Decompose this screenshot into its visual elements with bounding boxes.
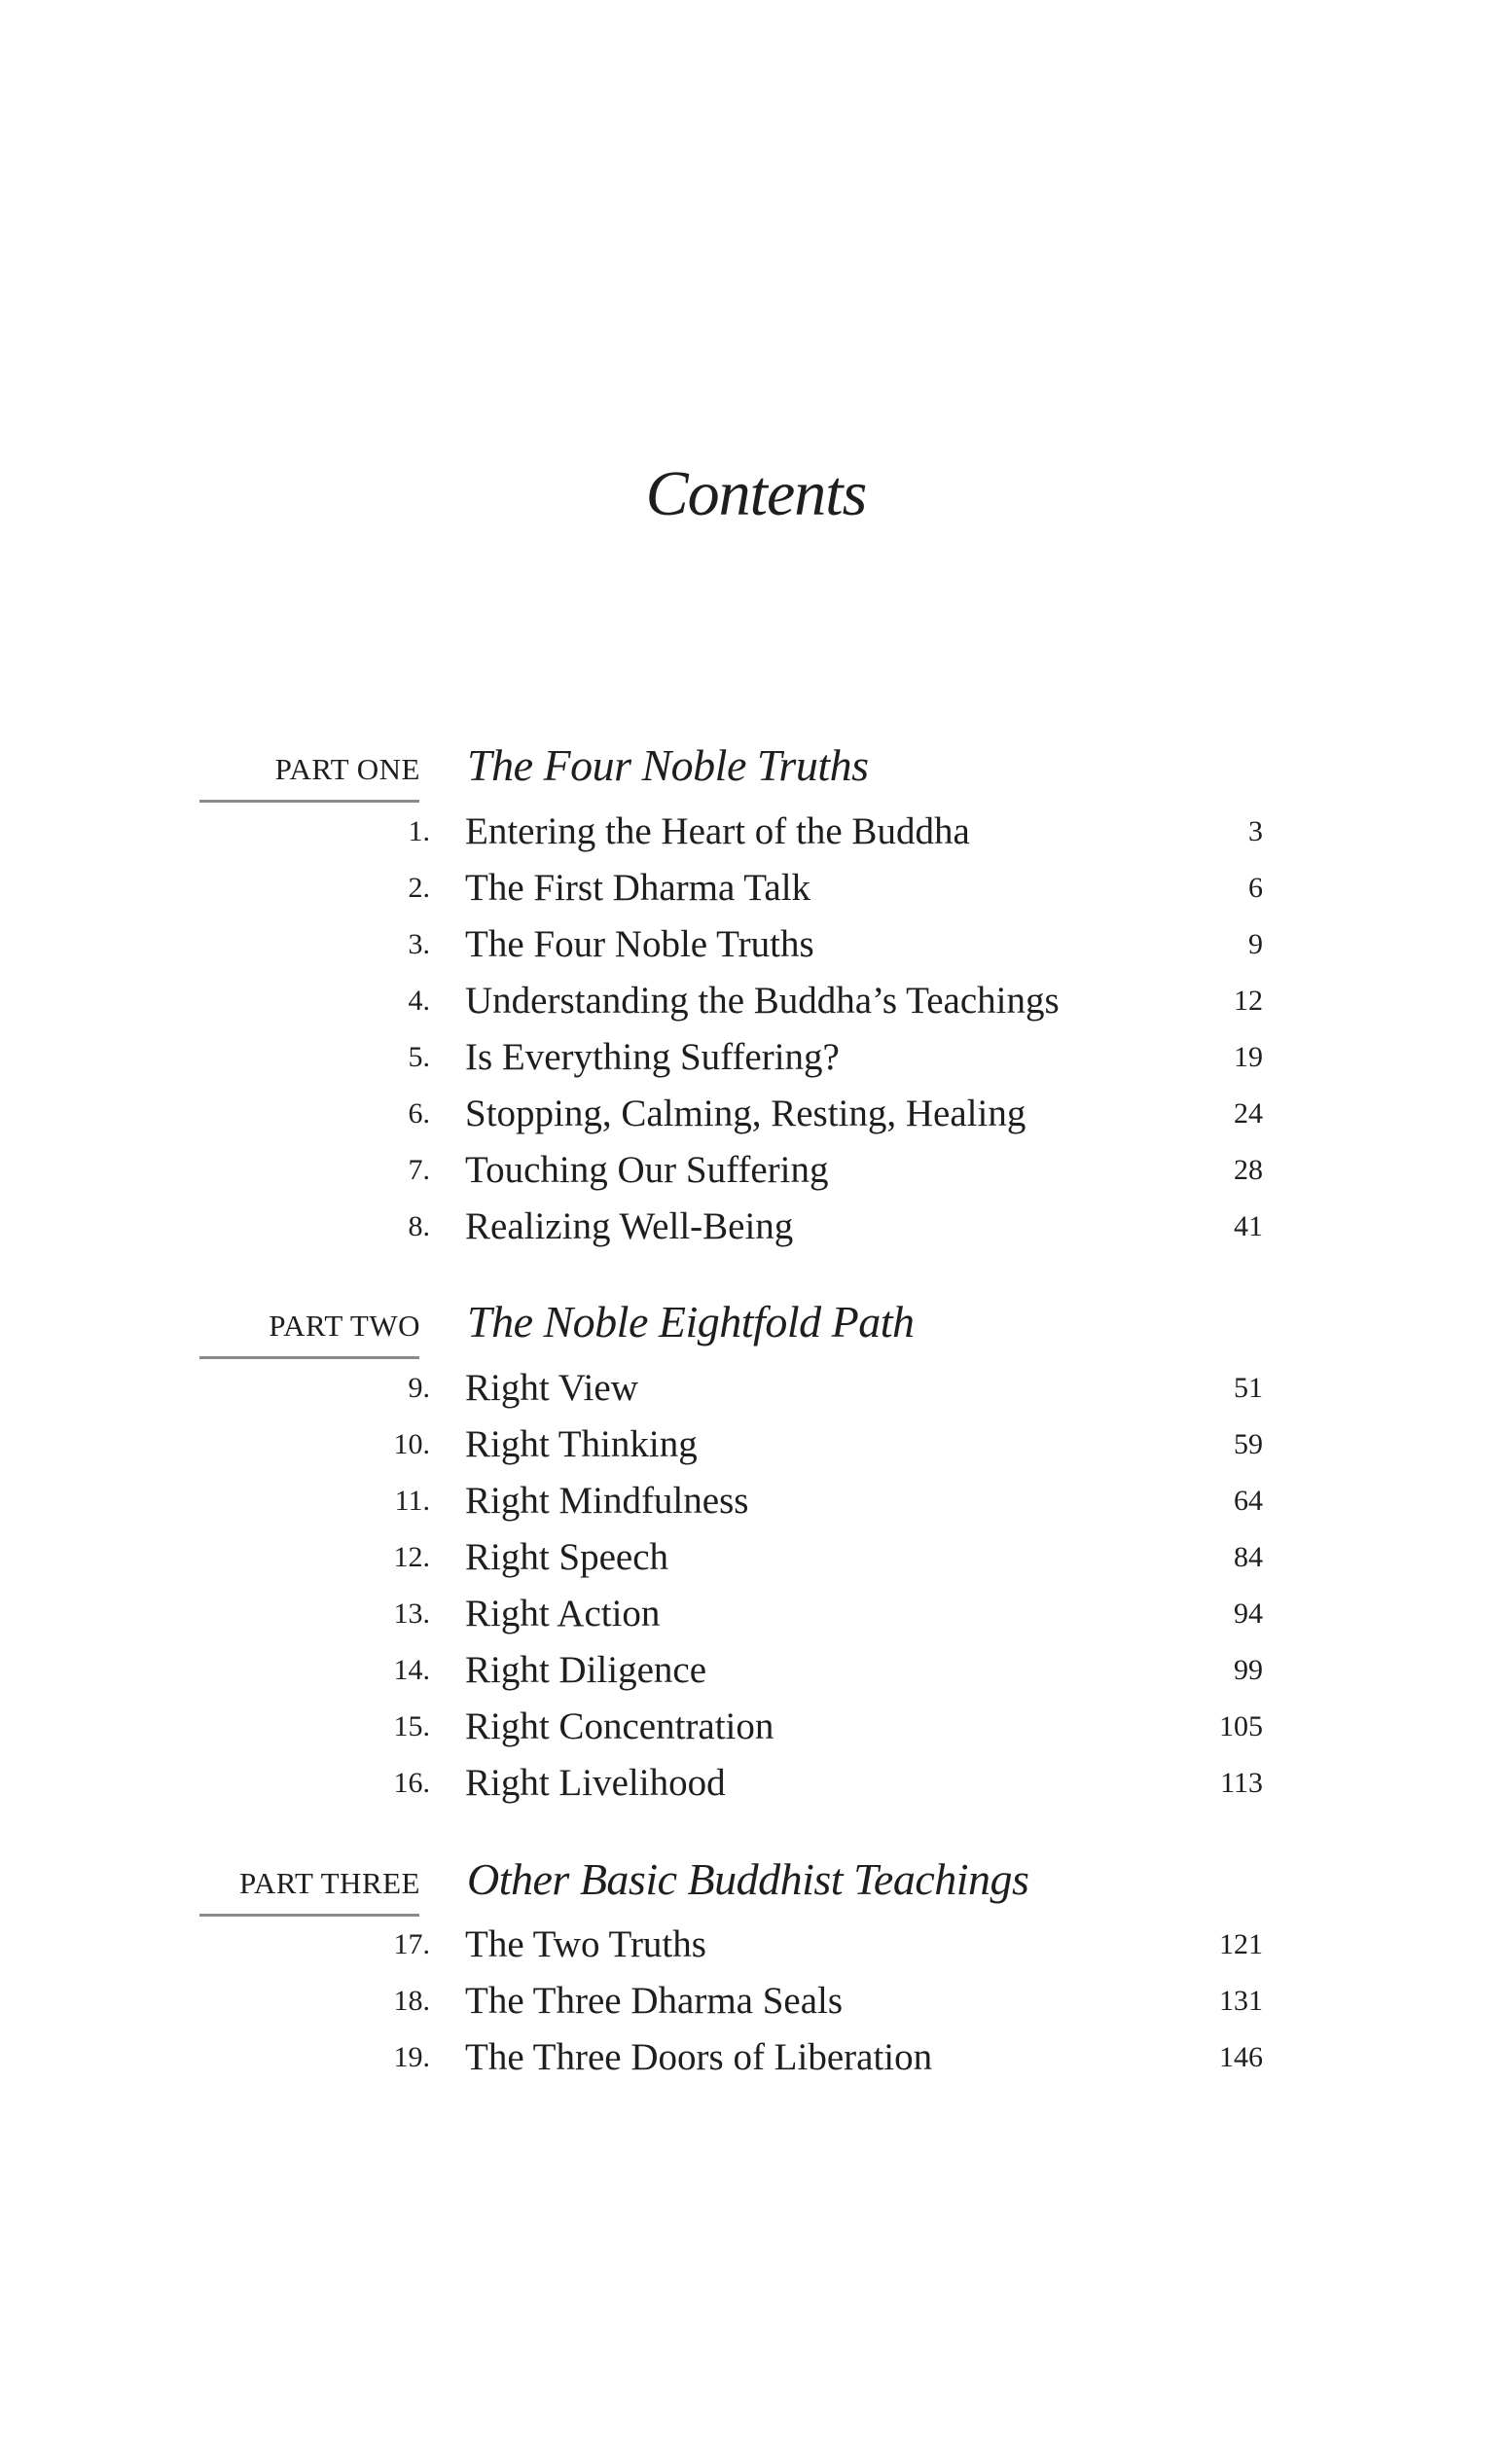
chapter-number: 17. <box>393 1928 430 1960</box>
page-number: 59 <box>1234 1428 1263 1460</box>
chapter-title: Entering the Heart of the Buddha <box>465 810 970 852</box>
toc-entry[interactable] <box>0 804 1512 860</box>
chapter-title: Right Concentration <box>465 1705 774 1747</box>
toc-entry[interactable] <box>0 1417 1512 1473</box>
chapter-number: 16. <box>393 1767 430 1799</box>
page-number: 51 <box>1234 1372 1263 1404</box>
chapter-number: 8. <box>408 1210 430 1242</box>
chapter-number: 19. <box>393 2041 430 2073</box>
chapter-number: 14. <box>393 1654 430 1686</box>
part-divider <box>199 800 419 803</box>
chapter-title: Touching Our Suffering <box>465 1149 829 1191</box>
page-title: Contents <box>645 458 867 529</box>
toc-entry[interactable] <box>0 1699 1512 1755</box>
chapter-title: Right Diligence <box>465 1649 707 1691</box>
chapter-number: 5. <box>408 1041 430 1073</box>
chapter-number: 7. <box>408 1154 430 1186</box>
chapter-title: The First Dharma Talk <box>465 867 811 909</box>
toc-entry[interactable] <box>0 1142 1512 1199</box>
part-label: PART TWO <box>269 1309 420 1343</box>
chapter-title: The Two Truths <box>465 1923 706 1965</box>
chapter-title: The Three Dharma Seals <box>465 1980 844 2022</box>
part-title: The Noble Eightfold Path <box>467 1297 915 1346</box>
page-number: 6 <box>1248 872 1263 904</box>
chapter-number: 9. <box>408 1372 430 1404</box>
chapter-title: Right Speech <box>465 1536 669 1578</box>
chapter-title: Understanding the Buddha’s Teachings <box>465 980 1060 1022</box>
part-heading <box>0 1849 1512 1917</box>
toc-entry[interactable] <box>0 1642 1512 1699</box>
part-heading <box>0 735 1512 803</box>
toc-entry[interactable] <box>0 1973 1512 2029</box>
page-number: 12 <box>1234 985 1263 1017</box>
page-number: 146 <box>1219 2041 1263 2073</box>
page-number: 24 <box>1234 1097 1263 1130</box>
page-number: 28 <box>1234 1154 1263 1186</box>
chapter-title: Right View <box>465 1367 638 1409</box>
page-number: 9 <box>1248 928 1263 960</box>
chapter-number: 13. <box>393 1597 430 1630</box>
chapter-title: The Three Doors of Liberation <box>465 2036 933 2078</box>
toc-entry[interactable] <box>0 1360 1512 1417</box>
chapter-number: 6. <box>408 1097 430 1130</box>
chapter-title: Right Thinking <box>465 1423 698 1465</box>
part-heading <box>0 1291 1512 1359</box>
toc-entry[interactable] <box>0 916 1512 973</box>
toc-entry[interactable] <box>0 1755 1512 1812</box>
part-title: The Four Noble Truths <box>467 740 869 790</box>
chapter-title: Right Mindfulness <box>465 1480 749 1522</box>
toc-entry[interactable] <box>0 973 1512 1029</box>
chapter-title: Stopping, Calming, Resting, Healing <box>465 1093 1026 1134</box>
toc-entry[interactable] <box>0 1029 1512 1086</box>
page-number: 94 <box>1234 1597 1263 1630</box>
chapter-number: 12. <box>393 1541 430 1573</box>
chapter-number: 4. <box>408 985 430 1017</box>
part-title: Other Basic Buddhist Teachings <box>467 1854 1029 1904</box>
chapter-number: 2. <box>408 872 430 904</box>
chapter-number: 11. <box>394 1485 430 1517</box>
chapter-number: 10. <box>393 1428 430 1460</box>
part-label: PART ONE <box>274 752 420 786</box>
page-number: 131 <box>1219 1985 1263 2017</box>
page-number: 3 <box>1248 815 1263 847</box>
page-number: 19 <box>1234 1041 1263 1073</box>
chapter-title: Is Everything Suffering? <box>465 1036 840 1078</box>
chapter-number: 15. <box>393 1710 430 1742</box>
chapter-title: Right Action <box>465 1593 661 1634</box>
chapter-number: 1. <box>408 815 430 847</box>
toc-entry[interactable] <box>0 1917 1512 1973</box>
chapter-title: The Four Noble Truths <box>465 923 814 965</box>
page-number: 41 <box>1234 1210 1263 1242</box>
page-number: 121 <box>1219 1928 1263 1960</box>
page-number: 64 <box>1234 1485 1263 1517</box>
part-label: PART THREE <box>238 1866 420 1900</box>
page-number: 99 <box>1234 1654 1263 1686</box>
chapter-number: 18. <box>393 1985 430 2017</box>
toc-entry[interactable] <box>0 1529 1512 1586</box>
toc-entry[interactable] <box>0 1586 1512 1642</box>
page-number: 105 <box>1219 1710 1263 1742</box>
page-number: 113 <box>1220 1767 1263 1799</box>
toc-entry[interactable] <box>0 860 1512 916</box>
part-divider <box>199 1356 419 1359</box>
page-number: 84 <box>1234 1541 1263 1573</box>
chapter-title: Right Livelihood <box>465 1762 726 1804</box>
chapter-title: Realizing Well-Being <box>465 1205 794 1247</box>
toc-entry[interactable] <box>0 2029 1512 2086</box>
toc-entry[interactable] <box>0 1086 1512 1142</box>
toc-entry[interactable] <box>0 1473 1512 1529</box>
chapter-number: 3. <box>408 928 430 960</box>
toc-entry[interactable] <box>0 1199 1512 1255</box>
